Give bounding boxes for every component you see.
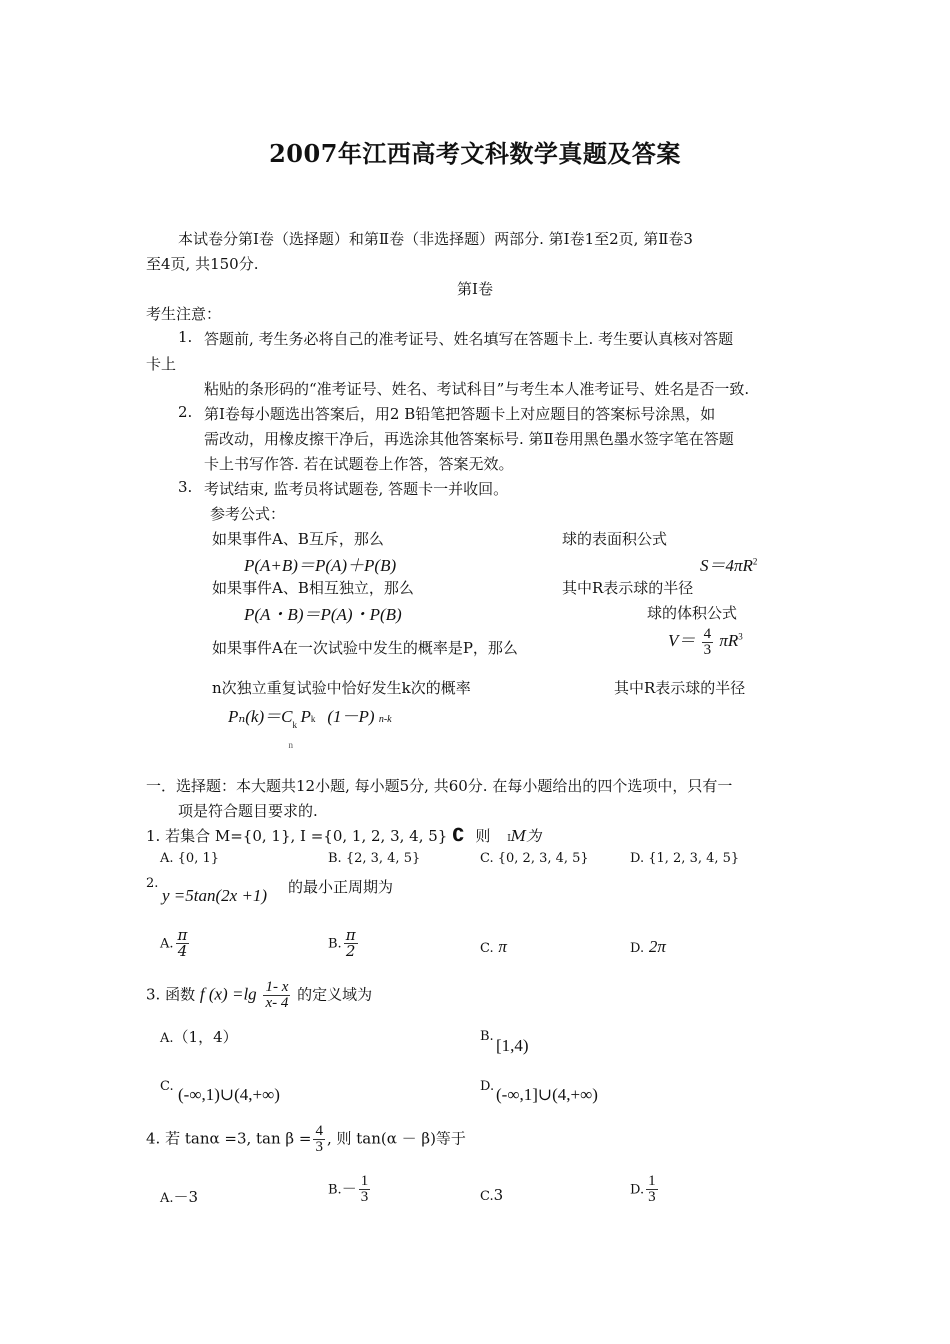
q1-stem-text: 1. 若集合 M={0, 1}, I ={0, 1, 2, 3, 4, 5} [146, 827, 448, 845]
option-label: A. [160, 1031, 174, 1046]
q1-option-c: C. {0, 2, 3, 4, 5} [480, 851, 589, 866]
q3-option-d-value: (-∞,1]∪(4,+∞) [496, 1085, 598, 1104]
fraction-numerator: 4 [315, 1123, 323, 1139]
sphere-volume-rhs: πR [719, 631, 739, 650]
sphere-volume-exp: 3 [738, 631, 743, 642]
q1-option-a: A. {0, 1} [160, 851, 220, 866]
q2-formula: y =5tan(2x +1) [162, 886, 268, 905]
q1-stem-tail2: M为 [510, 827, 542, 845]
notice-3-line-1: 考试结束, 监考员将试题卷, 答题卡一并收回。 [204, 480, 509, 498]
notice-1-line-1: 答题前, 考生务必将自己的准考证号、姓名填写在答题卡上. 考生要认真核对答题 [204, 330, 734, 348]
option-label: D. [480, 1079, 495, 1094]
option-value: 2π [648, 937, 666, 956]
q3-option-c [160, 1076, 174, 1094]
q2-option-b [328, 928, 360, 959]
notice-2-line-1: 第Ⅰ卷每小题选出答案后，用2 B铅笔把答题卡上对应题目的答案标号涂黑，如 [204, 405, 716, 423]
fraction-numerator: π [345, 926, 356, 944]
q3-option-a [160, 1026, 238, 1047]
sphere-volume-lhs: V＝ [668, 631, 696, 650]
option-label: B. [480, 1029, 494, 1044]
q4-stem-prefix: 4. 若 tanα =3, tan β = [146, 1129, 312, 1148]
q2-option-c [480, 937, 507, 957]
formulas-heading: 参考公式： [210, 505, 286, 523]
notice-1-line-2: 卡上 [146, 355, 177, 373]
q4-option-c [480, 1186, 503, 1204]
option-label: A. [160, 1191, 174, 1206]
sphere-volume-text: 球的体积公式 [647, 604, 738, 622]
notice-1-number: 1. [178, 328, 193, 346]
q4-option-d [630, 1174, 660, 1205]
notice-heading: 考生注意： [146, 305, 222, 323]
formula-mutex-text: 如果事件A、B互斥，那么 [212, 530, 384, 548]
intro-line-2: 至4页, 共150分. [146, 255, 259, 273]
sphere-area-text: 球的表面积公式 [562, 530, 668, 548]
radius-text-2: 其中R表示球的半径 [614, 679, 746, 697]
q1-stem-sub: I [507, 834, 511, 844]
q3-option-b [480, 1026, 494, 1044]
q2-stem-text: 的最小正周期为 [288, 878, 394, 896]
sphere-volume-formula [668, 626, 743, 658]
option-value: 3 [493, 1186, 504, 1204]
option-label: D. [630, 941, 645, 956]
bernoulli-right: (1－P) [327, 707, 375, 726]
fraction-denominator: 3 [315, 1139, 323, 1155]
formula-bernoulli [228, 702, 392, 750]
option-fraction [344, 928, 358, 959]
notice-2-number: 2. [178, 403, 193, 421]
option-sign: － [341, 1179, 357, 1198]
fraction-numerator: 1- x [265, 979, 289, 995]
question-3-stem [146, 980, 372, 1011]
sphere-area-main: S＝4πR [700, 556, 753, 575]
formula-indep-text: 如果事件A、B相互独立，那么 [212, 579, 414, 597]
fraction-denominator: 3 [703, 641, 712, 658]
option-label: B. [328, 1182, 342, 1198]
q1-stem-tail: 则 [475, 827, 491, 845]
notice-3-number: 3. [178, 478, 193, 496]
q4-option-a [160, 1186, 198, 1207]
fraction-numerator: 1 [648, 1173, 656, 1189]
complement-icon: ∁ [452, 825, 465, 846]
formula-indep: P(A・B)＝P(A)・P(B) [244, 605, 402, 624]
q3-option-b-value: [1,4) [496, 1036, 529, 1055]
option-label: D. [630, 1182, 645, 1198]
radius-text-1: 其中R表示球的半径 [562, 579, 694, 597]
q2-option-d [630, 937, 666, 957]
option-value: －3 [173, 1188, 199, 1206]
fraction-denominator: 3 [648, 1189, 656, 1205]
notice-2-line-2: 需改动，用橡皮擦干净后，再选涂其他答案标号. 第Ⅱ卷用黑色墨水签字笔在答题 [204, 430, 734, 448]
fraction-numerator: 4 [703, 625, 712, 642]
bernoulli-left: Pₙ(k)＝C [228, 707, 293, 726]
fraction-denominator: 2 [345, 942, 356, 960]
notice-1-line-3: 粘贴的条形码的“准考证号、姓名、考试科目”与考生本人准考证号、姓名是否一致. [204, 380, 750, 398]
option-label: C. [480, 941, 494, 956]
option-value: （1，4） [173, 1028, 238, 1046]
option-label: A. [160, 936, 174, 952]
bernoulli-mid: P [300, 707, 311, 726]
sphere-area-exp: 2 [752, 556, 758, 567]
option-fraction [646, 1174, 658, 1205]
q3-option-d [480, 1076, 494, 1094]
q4-fraction [313, 1124, 325, 1155]
q4-stem-text: , 则 tan(α － β)等于 [326, 1129, 466, 1148]
q3-stem-func: f (x) =lg [199, 984, 257, 1004]
formula-mutex: P(A+B)＝P(A)＋P(B) [244, 556, 397, 575]
question-1-stem [146, 825, 541, 846]
q3-stem-prefix: 3. 函数 [146, 985, 196, 1004]
fraction-numerator: 1 [360, 1173, 369, 1189]
option-fraction [359, 1174, 371, 1205]
question-4-stem [146, 1124, 466, 1155]
q3-fraction [263, 980, 290, 1011]
fraction-denominator: x- 4 [265, 995, 289, 1011]
bernoulli-sup-k: k [292, 720, 297, 730]
option-value: π [498, 937, 507, 956]
bernoulli-sub-n: n [288, 740, 293, 750]
part1-heading: 第Ⅰ卷 [457, 280, 493, 298]
bernoulli-exp: n-k [378, 714, 392, 725]
option-fraction [176, 928, 190, 959]
fraction-denominator: 3 [360, 1189, 369, 1205]
bernoulli-mid-sub: k [310, 714, 316, 724]
formula-bernoulli-text: n次独立重复试验中恰好发生k次的概率 [212, 679, 471, 697]
notice-2-line-3: 卡上书写作答. 若在试题卷上作答，答案无效。 [204, 455, 514, 473]
option-label: C. [160, 1079, 174, 1094]
section1-line-1: 一．选择题：本大题共12小题, 每小题5分, 共60分. 在每小题给出的四个选项中，只有一 [146, 777, 733, 795]
sphere-area-formula [700, 551, 757, 576]
intro-line-1: 本试卷分第Ⅰ卷（选择题）和第Ⅱ卷（非选择题）两部分. 第Ⅰ卷1至2页, 第Ⅱ卷3 [178, 230, 693, 248]
q2-number: 2. [146, 876, 159, 891]
option-label: B. [328, 936, 342, 952]
q3-option-c-value: (-∞,1)∪(4,+∞) [178, 1085, 280, 1104]
formula-prob-text: 如果事件A在一次试验中发生的概率是P，那么 [212, 639, 518, 657]
q2-option-a [160, 928, 191, 959]
q4-option-b [328, 1174, 372, 1205]
section1-line-2: 项是符合题目要求的. [178, 802, 318, 820]
fraction-numerator: π [177, 926, 188, 944]
q1-option-d: D. {1, 2, 3, 4, 5} [630, 851, 740, 866]
fraction-denominator: 4 [177, 942, 188, 960]
q3-stem-text: 的定义域为 [297, 985, 373, 1004]
option-label: C. [480, 1189, 494, 1204]
q1-option-b: B. {2, 3, 4, 5} [328, 851, 421, 866]
sphere-volume-fraction [702, 627, 714, 658]
document-title: 2007年江西高考文科数学真题及答案 [269, 139, 681, 168]
